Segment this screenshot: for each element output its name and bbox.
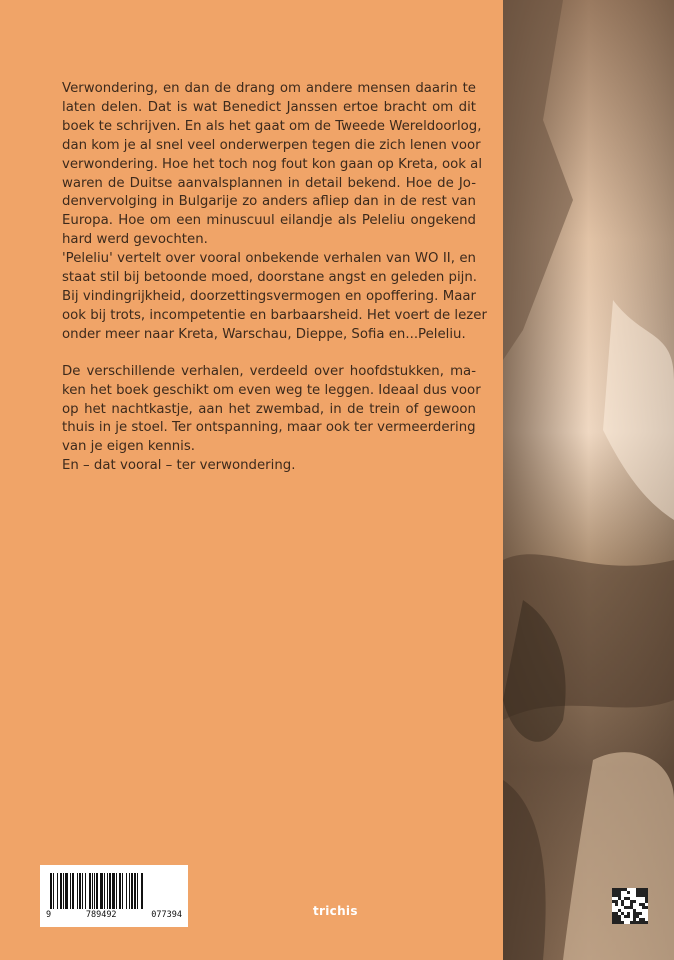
blurb-paragraph-1	[62, 80, 483, 250]
qr-module	[621, 900, 624, 903]
qr-module	[630, 900, 633, 903]
barcode-bar	[60, 873, 62, 909]
qr-module	[615, 894, 618, 897]
qr-module	[639, 918, 642, 921]
qr-code-icon	[612, 888, 648, 924]
barcode-bar	[63, 873, 64, 909]
barcode-lead-digit: 9	[46, 910, 52, 920]
barcode-bar	[134, 873, 136, 909]
qr-module	[612, 900, 615, 903]
qr-module	[645, 888, 648, 891]
qr-module	[627, 891, 630, 894]
blurb-paragraph-3	[62, 363, 481, 476]
qr-module	[618, 888, 621, 891]
qr-module	[642, 918, 645, 921]
barcode-bar	[89, 873, 91, 909]
qr-module	[615, 912, 618, 915]
qr-module	[624, 888, 627, 891]
blurb-line: dan kom je al snel veel onderwerpen tegen die zich lenen voor	[62, 137, 481, 153]
qr-module	[612, 894, 615, 897]
qr-module	[633, 918, 636, 921]
qr-module	[630, 906, 633, 909]
qr-module	[615, 891, 618, 894]
qr-module	[621, 888, 624, 891]
qr-module	[612, 888, 615, 891]
qr-module	[618, 891, 621, 894]
qr-module	[639, 888, 642, 891]
qr-module	[645, 894, 648, 897]
blurb-line: onder meer naar Kreta, Warschau, Dieppe, Sofia en...Peleliu.	[62, 326, 466, 342]
qr-module	[636, 915, 639, 918]
qr-module	[636, 891, 639, 894]
qr-module	[639, 891, 642, 894]
qr-module	[624, 897, 627, 900]
qr-module	[639, 912, 642, 915]
qr-module	[645, 897, 648, 900]
qr-module	[639, 903, 642, 906]
qr-module	[642, 894, 645, 897]
qr-module	[636, 888, 639, 891]
barcode-bar	[53, 873, 54, 909]
qr-module	[645, 906, 648, 909]
barcode-bar	[119, 873, 121, 909]
barcode-bars	[50, 873, 178, 911]
barcode-bar	[122, 873, 123, 909]
barcode-bar	[50, 873, 52, 909]
qr-module	[621, 912, 624, 915]
barcode-bar	[129, 873, 130, 909]
qr-module	[636, 912, 639, 915]
blurb-line: Bij vindingrijkheid, doorzettingsvermogen en opoffering. Maar	[62, 288, 476, 304]
blurb-line: van je eigen kennis.	[62, 439, 196, 455]
blurb-line: laten delen. Dat is wat Benedict Janssen ertoe bracht om dit	[62, 99, 476, 115]
barcode-bar	[96, 873, 98, 909]
blurb-line: ook bij trots, incompetentie en barbaarsheid. Het voert de lezer	[62, 307, 487, 323]
blurb-line: boek te schrijven. En als het gaat om de Tweede Wereldoorlog,	[62, 118, 482, 134]
blurb-line: waren de Duitse aanvalsplannen in detail bekend. Hoe de Jo-	[62, 175, 476, 191]
publisher-logo: trichis	[313, 904, 358, 918]
barcode-group-1: 789492	[85, 910, 117, 920]
barcode-bar	[79, 873, 81, 909]
qr-module	[618, 894, 621, 897]
qr-module	[633, 900, 636, 903]
blurb-line: thuis in je stoel. Ter ontspanning, maar ook ter vermeerdering	[62, 420, 476, 436]
qr-module	[612, 912, 615, 915]
qr-module	[642, 921, 645, 924]
qr-module	[636, 894, 639, 897]
blurb-line: Europa. Hoe om een minuscuul eilandje als Peleliu ongekend	[62, 213, 476, 229]
barcode-bar	[57, 873, 58, 909]
qr-module	[615, 888, 618, 891]
blurb-line: verwondering. Hoe het toch nog fout kon gaan op Kreta, ook al	[62, 156, 483, 172]
blurb-line: hard werd gevochten.	[62, 232, 208, 248]
barcode-bar	[65, 873, 68, 909]
qr-module	[612, 918, 615, 921]
cover-photo-strip	[503, 0, 674, 960]
qr-module	[642, 903, 645, 906]
barcode-bar	[82, 873, 83, 909]
barcode-bar	[77, 873, 78, 909]
blurb-line: staat stil bij betoonde moed, doorstane angst en geleden pijn.	[62, 270, 478, 286]
qr-module	[627, 897, 630, 900]
blurb-line: 'Peleliu' vertelt over vooral onbekende verhalen van WO II, en	[62, 251, 476, 267]
qr-module	[633, 909, 636, 912]
barcode-bar	[109, 873, 111, 909]
qr-module	[636, 921, 639, 924]
qr-module	[627, 906, 630, 909]
barcode-group-2: 077394	[151, 910, 182, 920]
qr-module	[624, 906, 627, 909]
blurb-line: denvervolging in Bulgarije zo anders afliep dan in de rest van	[62, 194, 476, 210]
paragraph-spacer	[62, 345, 476, 363]
qr-module	[645, 900, 648, 903]
qr-module	[642, 906, 645, 909]
qr-module	[618, 897, 621, 900]
qr-code-graphic	[612, 888, 648, 924]
qr-module	[642, 891, 645, 894]
qr-module	[612, 915, 615, 918]
barcode-bar	[85, 873, 86, 909]
qr-module	[630, 903, 633, 906]
blurb-line: ken het boek geschikt om even weg te leggen. Ideaal dus voor	[62, 382, 481, 398]
qr-module	[618, 909, 621, 912]
qr-module	[642, 888, 645, 891]
blurb-paragraph-2	[62, 250, 487, 345]
barcode-bar	[131, 873, 133, 909]
qr-module	[630, 921, 633, 924]
qr-module	[615, 903, 618, 906]
qr-module	[612, 891, 615, 894]
back-cover-blurb	[62, 80, 487, 476]
qr-module	[615, 921, 618, 924]
qr-module	[633, 921, 636, 924]
qr-module	[645, 921, 648, 924]
blurb-line: Verwondering, en dan de drang om andere mensen daarin te	[62, 81, 476, 96]
qr-module	[618, 921, 621, 924]
barcode-bar	[94, 873, 95, 909]
qr-module	[615, 918, 618, 921]
qr-module	[627, 912, 630, 915]
qr-module	[627, 915, 630, 918]
barcode-bar	[137, 873, 138, 909]
qr-module	[621, 921, 624, 924]
barcode-digits	[46, 910, 182, 920]
qr-module	[639, 894, 642, 897]
qr-module	[624, 915, 627, 918]
qr-module	[633, 915, 636, 918]
blurb-line: op het nachtkastje, aan het zwembad, in de trein of gewoon	[62, 401, 476, 417]
isbn-barcode	[40, 865, 188, 927]
barcode-bar	[92, 873, 93, 909]
barcode-bar	[104, 873, 105, 909]
qr-module	[615, 900, 618, 903]
qr-module	[639, 921, 642, 924]
blurb-line: De verschillende verhalen, verdeeld over hoofdstukken, ma-	[62, 363, 476, 379]
barcode-bar	[126, 873, 127, 909]
barcode-bar	[70, 873, 71, 909]
qr-module	[612, 921, 615, 924]
barcode-bar	[112, 873, 115, 909]
barcode-bar	[141, 873, 143, 909]
qr-module	[615, 915, 618, 918]
qr-module	[618, 918, 621, 921]
barcode-bar	[116, 873, 117, 909]
qr-module	[618, 915, 621, 918]
barcode-bar	[107, 873, 108, 909]
barcode-bar	[100, 873, 103, 909]
barcode-bar	[72, 873, 74, 909]
cover-photo	[503, 0, 674, 960]
qr-module	[645, 891, 648, 894]
blurb-line: En – dat vooral – ter verwondering.	[62, 458, 296, 474]
qr-module	[633, 912, 636, 915]
qr-module	[621, 903, 624, 906]
